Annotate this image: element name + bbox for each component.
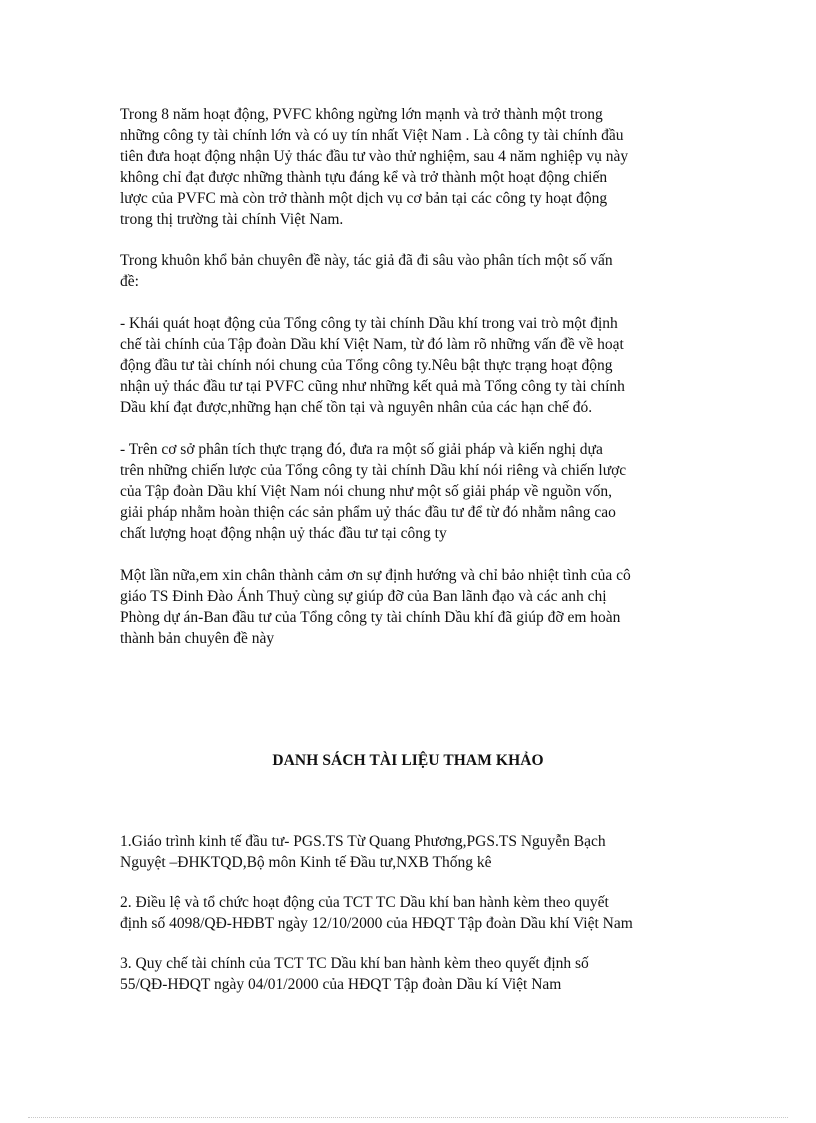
conclusion-paragraph-overview [120, 313, 700, 418]
text-line: đề: [120, 273, 139, 290]
text-line: chất lượng hoạt động nhận uỷ thác đầu tư tại công ty [120, 525, 447, 542]
text-line: Dầu khí đạt được,những hạn chế tồn tại và nguyên nhân của các hạn chế đó. [120, 399, 593, 416]
conclusion-paragraph-solutions [120, 439, 700, 544]
text-line: Trong khuôn khổ bản chuyên đề này, tác giả đã đi sâu vào phân tích một số vấn [120, 252, 613, 269]
text-line: 2. Điều lệ và tổ chức hoạt động của TCT TC Dầu khí ban hành kèm theo quyết [120, 894, 609, 911]
text-line: 3. Quy chế tài chính của TCT TC Dầu khí ban hành kèm theo quyết định số [120, 955, 589, 972]
text-line: giáo TS Đinh Đào Ánh Thuỷ cùng sự giúp đỡ của Ban lãnh đạo và các anh chị [120, 588, 607, 605]
text-line: lược của PVFC mà còn trở thành một dịch vụ cơ bản tại các công ty hoạt động [120, 190, 608, 207]
text-line: 1.Giáo trình kinh tế đầu tư- PGS.TS Từ Quang Phương,PGS.TS Nguyễn Bạch [120, 833, 606, 850]
text-line: tiên đưa hoạt động nhận Uỷ thác đầu tư vào thử nghiệm, sau 4 năm nghiệp vụ này [120, 148, 629, 165]
text-line: Một lần nữa,em xin chân thành cảm ơn sự định hướng và chỉ bảo nhiệt tình của cô [120, 567, 631, 584]
text-line: - Trên cơ sở phân tích thực trạng đó, đưa ra một số giải pháp và kiến nghị dựa [120, 441, 603, 458]
text-line: Phòng dự án-Ban đầu tư của Tổng công ty tài chính Dầu khí đã giúp đỡ em hoàn [120, 609, 621, 626]
conclusion-paragraph-achievements [120, 104, 700, 230]
text-line: trên những chiến lược của Tổng công ty tài chính Dầu khí nói riêng và chiến lược [120, 462, 627, 479]
conclusion-paragraph-scope [120, 250, 700, 292]
references-heading: DANH SÁCH TÀI LIỆU THAM KHẢO [272, 752, 544, 769]
text-line: thành bản chuyên đề này [120, 630, 275, 647]
text-line: nhận uỷ thác đầu tư tại PVFC cũng như những kết quả mà Tổng công ty tài chính [120, 378, 625, 395]
text-line: định số 4098/QĐ-HĐBT ngày 12/10/2000 của HĐQT Tập đoàn Dầu khí Việt Nam [120, 915, 633, 932]
reference-item-3 [120, 953, 700, 995]
text-line: chế tài chính của Tập đoàn Dầu khí Việt Nam, từ đó làm rõ những vấn đề về hoạt [120, 336, 624, 353]
text-line: Trong 8 năm hoạt động, PVFC không ngừng lớn mạnh và trở thành một trong [120, 106, 603, 123]
text-line: những công ty tài chính lớn và có uy tín nhất Việt Nam . Là công ty tài chính đầu [120, 127, 624, 144]
text-line: không chỉ đạt được những thành tựu đáng kể và trở thành một hoạt động chiến [120, 169, 608, 186]
text-line: của Tập đoàn Dầu khí Việt Nam nói chung như một số giải pháp về nguồn vốn, [120, 483, 613, 500]
text-line: - Khái quát hoạt động của Tổng công ty tài chính Dầu khí trong vai trò một định [120, 315, 618, 332]
text-line: động đầu tư tài chính nói chung của Tổng công ty.Nêu bật thực trạng hoạt động [120, 357, 613, 374]
text-line: trong thị trường tài chính Việt Nam. [120, 211, 344, 228]
reference-item-1 [120, 831, 700, 873]
page-bottom-divider [28, 1117, 788, 1118]
text-line: Nguyệt –ĐHKTQD,Bộ môn Kinh tế Đầu tư,NXB Thống kê [120, 854, 492, 871]
reference-item-2 [120, 892, 700, 934]
conclusion-paragraph-thanks [120, 565, 700, 649]
text-line: 55/QĐ-HĐQT ngày 04/01/2000 của HĐQT Tập đoàn Dầu kí Việt Nam [120, 976, 562, 993]
text-line: giải pháp nhằm hoàn thiện các sản phẩm uỷ thác đầu tư để từ đó nhằm nâng cao [120, 504, 616, 521]
